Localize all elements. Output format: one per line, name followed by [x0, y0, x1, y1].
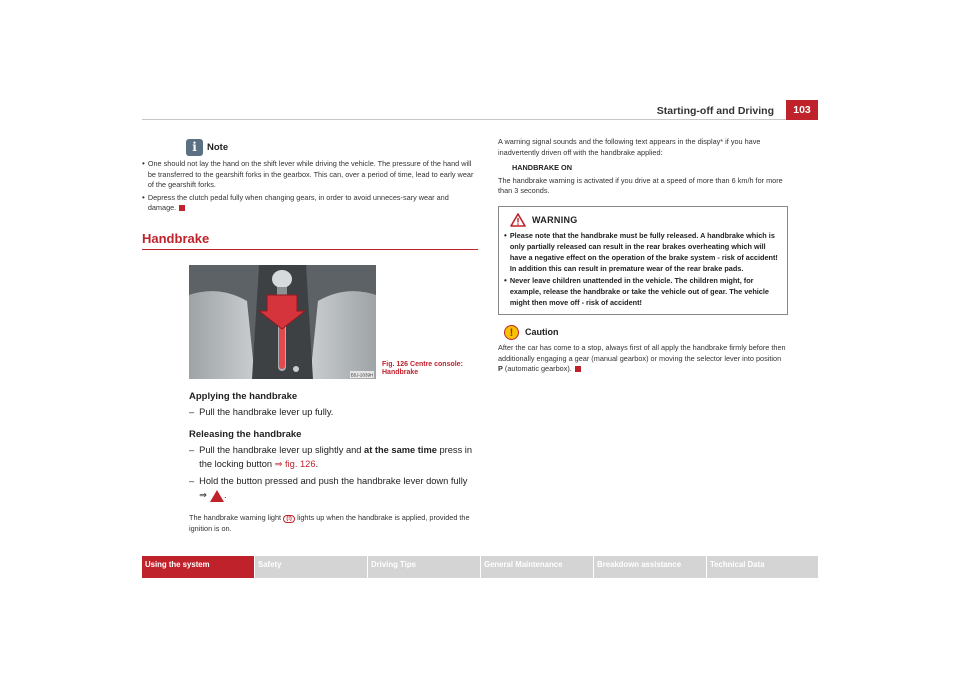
releasing-step-2: – Hold the button pressed and push the handbrake lever down fully ⇒ .	[189, 476, 468, 500]
warning-link-icon[interactable]	[210, 490, 224, 502]
caution-heading	[504, 325, 788, 340]
warning-heading	[510, 213, 782, 227]
tab-technical-data[interactable]: Technical Data	[707, 556, 818, 578]
figure-code: B5J-2039H	[350, 372, 374, 378]
releasing-step-1: – Pull the handbrake lever up slightly and at the same time press in the locking button ⇒ fig. 126.	[189, 445, 473, 469]
warning-box	[498, 206, 788, 315]
page-header	[142, 100, 818, 120]
section-title: Handbrake	[142, 231, 478, 250]
activation-paragraph: The handbrake warning is activated if you drive at a speed of more than 6 km/h for more than 3 seconds.	[498, 175, 783, 196]
releasing-heading: Releasing the handbrake	[189, 429, 302, 441]
caution-title: Caution	[525, 327, 559, 338]
bullet-icon: •	[142, 192, 145, 202]
section-end-mark	[575, 366, 581, 372]
tab-driving-tips[interactable]: Driving Tips	[368, 556, 480, 578]
tab-safety[interactable]: Safety	[255, 556, 367, 578]
handbrake-illustration	[189, 265, 376, 379]
brake-warning-lamp-icon: (!)	[283, 515, 295, 523]
note-heading	[186, 137, 478, 157]
tab-using-the-system[interactable]: Using the system	[142, 556, 254, 578]
warning-bullet-1: • Please note that the handbrake must be fully released. A handbrake which is only partially released can result in the rear brakes overheating which will have a negative effect on the operation of the brake system - risk of accident! In addition this can result in premature wear of the rear brake pads.	[504, 231, 778, 273]
section-end-mark	[179, 205, 185, 211]
warning-title: WARNING	[532, 215, 578, 226]
caution-icon: !	[504, 325, 519, 340]
warning-triangle-icon	[510, 213, 526, 227]
note-title: Note	[207, 141, 229, 153]
handbrake-figure	[189, 265, 376, 379]
bullet-icon: •	[142, 159, 145, 168]
note-bullet-1: • One should not lay the hand on the shift lever while driving the vehicle. The pressure of the hand will be transferred to the gearshift forks in the gearbox. This can, over a period of time, lead to early wear of the gearshift forks.	[142, 159, 474, 190]
tab-breakdown-assistance[interactable]: Breakdown assistance	[594, 556, 706, 578]
info-icon: i	[186, 139, 203, 156]
tab-general-maintenance[interactable]: General Maintenance	[481, 556, 593, 578]
right-column	[498, 137, 788, 375]
figure-link[interactable]: ⇒ fig. 126	[274, 458, 316, 469]
warning-bullet-2: • Never leave children unattended in the vehicle. The children might, for example, release the handbrake or take the vehicle out of gear. The vehicle might then move off - risk of accident!	[504, 276, 769, 307]
applying-step: – Pull the handbrake lever up fully.	[189, 406, 334, 417]
chapter-title: Starting-off and Driving	[656, 105, 774, 117]
left-column	[142, 137, 478, 534]
figure-caption: Fig. 126 Centre console: Handbrake	[382, 360, 463, 377]
display-message: HANDBRAKE ON	[512, 162, 572, 172]
note-bullet-2: • Depress the clutch pedal fully when changing gears, in order to avoid unneces-sary wear and damage.	[142, 192, 449, 213]
figure-row	[142, 265, 478, 381]
page-number: 103	[786, 100, 818, 120]
warning-light-paragraph: The handbrake warning light (!) lights up when the handbrake is applied, provided the ignition is on.	[189, 513, 470, 534]
intro-paragraph: A warning signal sounds and the following text appears in the display* if you have inadvertently driven off with the handbrake applied:	[498, 137, 761, 157]
footer-nav	[142, 556, 818, 578]
applying-heading: Applying the handbrake	[189, 390, 298, 402]
caution-paragraph: After the car has come to a stop, always first of all apply the handbrake firmly before then additionally engaging a gear (manual gearbox) or moving the selector lever into position P (automatic gearbox).	[498, 342, 786, 374]
